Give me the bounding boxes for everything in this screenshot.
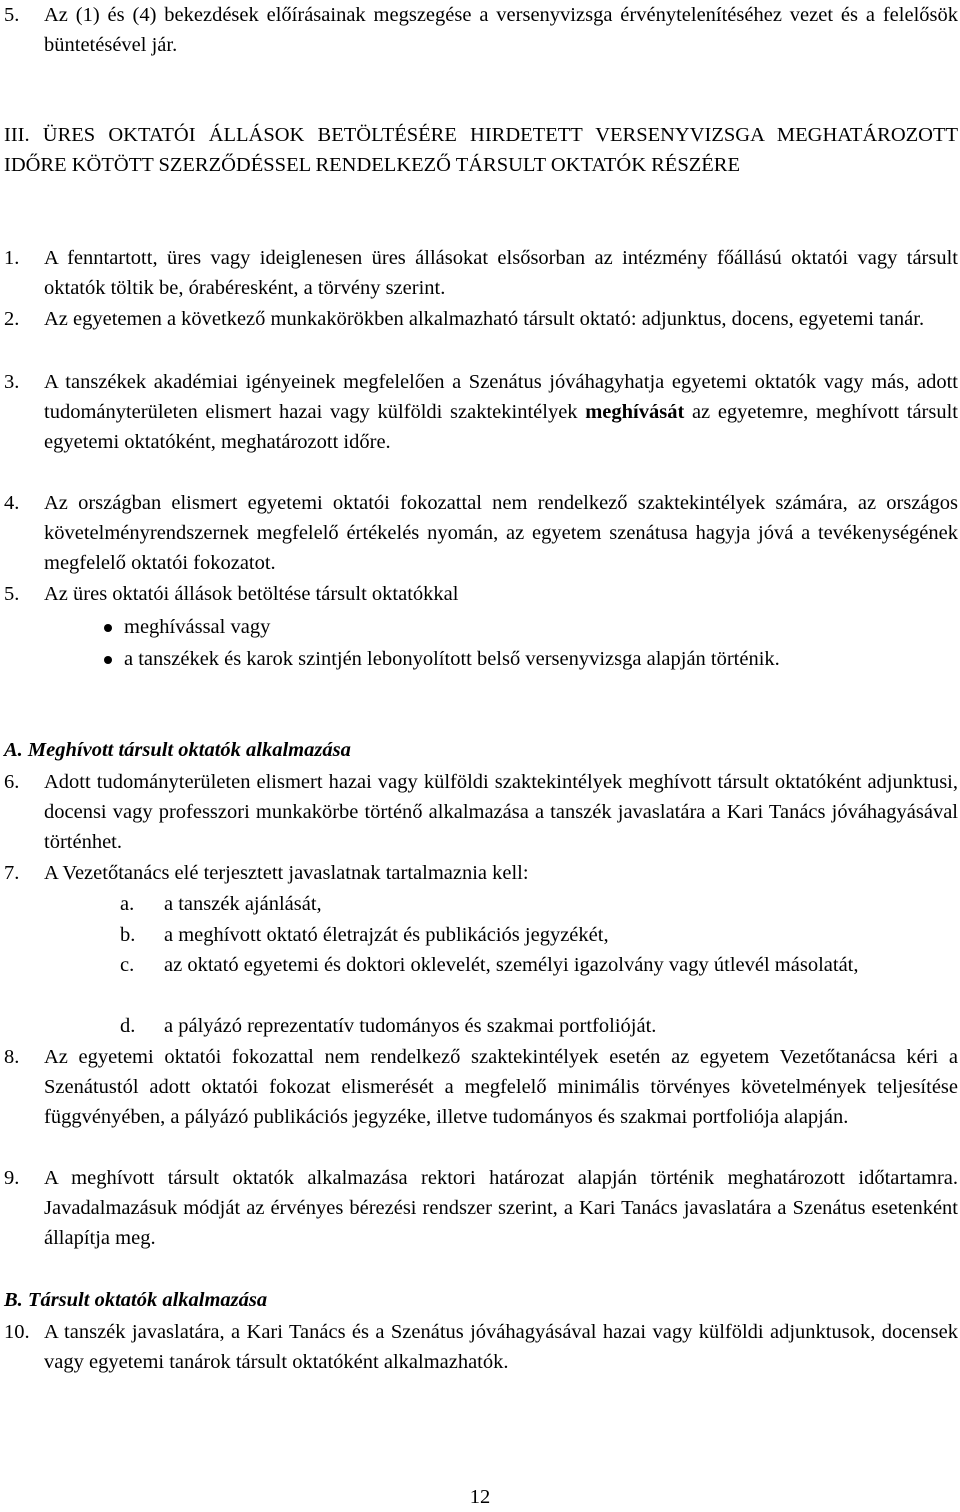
- paragraph-2: [4, 304, 958, 334]
- bullet-icon: [104, 624, 112, 632]
- paragraph-text: Adott tudományterületen elismert hazai vagy külföldi szaktekintélyek meghívott társult oktatóként adjunktusi, docensi vagy professzori munkakörbe történő alkalmazása a tanszék javaslatára a Kari Tanács jóváhagyásával történhet.: [44, 771, 958, 853]
- sub-item-letter: c.: [120, 954, 135, 976]
- paragraph-text: A meghívott társult oktatók alkalmazása rektori határozat alapján történik meghatározott időtartamra. Javadalmazásuk módját az érvényes bérezési rendszer szerint, a Kari Tanács javaslatára a Szenátus esetenként állapítja meg.: [44, 1167, 958, 1249]
- bullet-item-2: [104, 644, 958, 674]
- paragraph-9: [4, 1163, 958, 1253]
- paragraph-1: [4, 243, 958, 303]
- bullet-item-1: [104, 612, 958, 642]
- sub-item-text: a meghívott oktató életrajzát és publikációs jegyzékét,: [164, 924, 609, 946]
- paragraph-number: 4.: [4, 492, 20, 514]
- sub-item-letter: b.: [120, 924, 136, 946]
- paragraph-number: 10.: [4, 1321, 30, 1343]
- paragraph-text: A Vezetőtanács elé terjesztett javaslatnak tartalmaznia kell:: [44, 862, 529, 884]
- paragraph-text: Az egyetemen a következő munkakörökben alkalmazható társult oktató: adjunktus, docens, egyetemi tanár.: [44, 308, 925, 330]
- paragraph-10: [4, 1317, 958, 1377]
- paragraph-text-after: az egyetemre, meghívott társult egyetemi oktatóként, meghatározott időre.: [44, 401, 958, 453]
- paragraph-number: 6.: [4, 771, 20, 793]
- paragraph-text: Az (1) és (4) bekezdések előírásainak megszegése a versenyvizsga érvénytelenítéséhez vezet és a felelősök büntetésével jár.: [44, 4, 958, 56]
- paragraph-text: Az országban elismert egyetemi oktatói fokozattal nem rendelkező szaktekintélyek számára, az országos követelményrendszernek megfelelő értékelés nyomán, az egyetem szenátusa hagyja jóvá a tevékenységének megfelelő oktatói fokozatot.: [44, 492, 958, 574]
- section-heading-b: B. Társult oktatók alkalmazása: [4, 1289, 268, 1311]
- paragraph-number: 2.: [4, 308, 20, 330]
- paragraph-text: A fenntartott, üres vagy ideiglenesen üres állásokat elsősorban az intézmény főállású oktatói vagy társult oktatók töltik be, órabéresként, a törvény szerint.: [44, 247, 958, 299]
- paragraph-text-bold: meghívását: [585, 401, 685, 423]
- paragraph-text: Az egyetemi oktatói fokozattal nem rendelkező szaktekintélyek esetén az egyetem Vezetőtanácsa kéri a Szenátustól adott oktatói fokozat elismerését a megfelelő minimális törvényes követelmények teljesítése függvényében, a pályázó publikációs jegyzéke, illetve tudományos és szakmai portfoliója alapján.: [44, 1046, 958, 1128]
- paragraph-8: [4, 1042, 958, 1132]
- bullet-text: meghívással vagy: [124, 616, 271, 638]
- sub-item-letter: d.: [120, 1015, 136, 1037]
- page-number: 12: [469, 1486, 491, 1508]
- paragraph-text: A tanszék javaslatára, a Kari Tanács és a Szenátus jóváhagyásával hazai vagy külföldi adjunktusok, docensek vagy egyetemi tanárok társult oktatóként alkalmazhatók.: [44, 1321, 958, 1373]
- paragraph-text: Az üres oktatói állások betöltése társult oktatókkal: [44, 583, 459, 605]
- bullet-icon: [104, 656, 112, 664]
- paragraph-number: 1.: [4, 247, 20, 269]
- bullet-text: a tanszékek és karok szintjén lebonyolított belső versenyvizsga alapján történik.: [124, 648, 780, 670]
- sub-item-text: az oktató egyetemi és doktori oklevelét, személyi igazolvány vagy útlevél másolatát,: [164, 954, 859, 976]
- paragraph-number: 5.: [4, 4, 20, 26]
- paragraph-number: 9.: [4, 1167, 20, 1189]
- sub-item-text: a pályázó reprezentatív tudományos és szakmai portfolióját.: [164, 1015, 657, 1037]
- sub-item-d: [120, 1011, 958, 1041]
- paragraph-5: [4, 579, 958, 609]
- sub-item-text: a tanszék ajánlását,: [164, 893, 322, 915]
- section-heading-a: A. Meghívott társult oktatók alkalmazása: [4, 739, 351, 761]
- paragraph-text-before: A tanszékek akadémiai igényeinek megfelelően a Szenátus jóváhagyhatja egyetemi oktatók vagy más, adott tudományterületen elismert hazai vagy külföldi szaktekintélyek: [44, 371, 958, 423]
- paragraph-5-intro: [4, 0, 958, 60]
- paragraph-3: [4, 367, 958, 457]
- paragraph-number: 5.: [4, 583, 20, 605]
- sub-item-letter: a.: [120, 893, 135, 915]
- paragraph-number: 3.: [4, 371, 20, 393]
- sub-item-c: [120, 950, 958, 980]
- paragraph-number: 7.: [4, 862, 20, 884]
- section-heading-iii: III. ÜRES OKTATÓI ÁLLÁSOK BETÖLTÉSÉRE HIRDETETT VERSENYVIZSGA MEGHATÁROZOTT IDŐRE KÖTÖTT SZERZŐDÉSSEL RENDELKEZŐ TÁRSULT OKTATÓK RÉSZÉRE: [4, 124, 958, 176]
- paragraph-text: [44, 367, 958, 457]
- sub-item-a: [120, 889, 958, 919]
- paragraph-6: [4, 767, 958, 857]
- paragraph-number: 8.: [4, 1046, 20, 1068]
- paragraph-7: [4, 858, 958, 888]
- sub-item-b: [120, 920, 958, 950]
- paragraph-4: [4, 488, 958, 578]
